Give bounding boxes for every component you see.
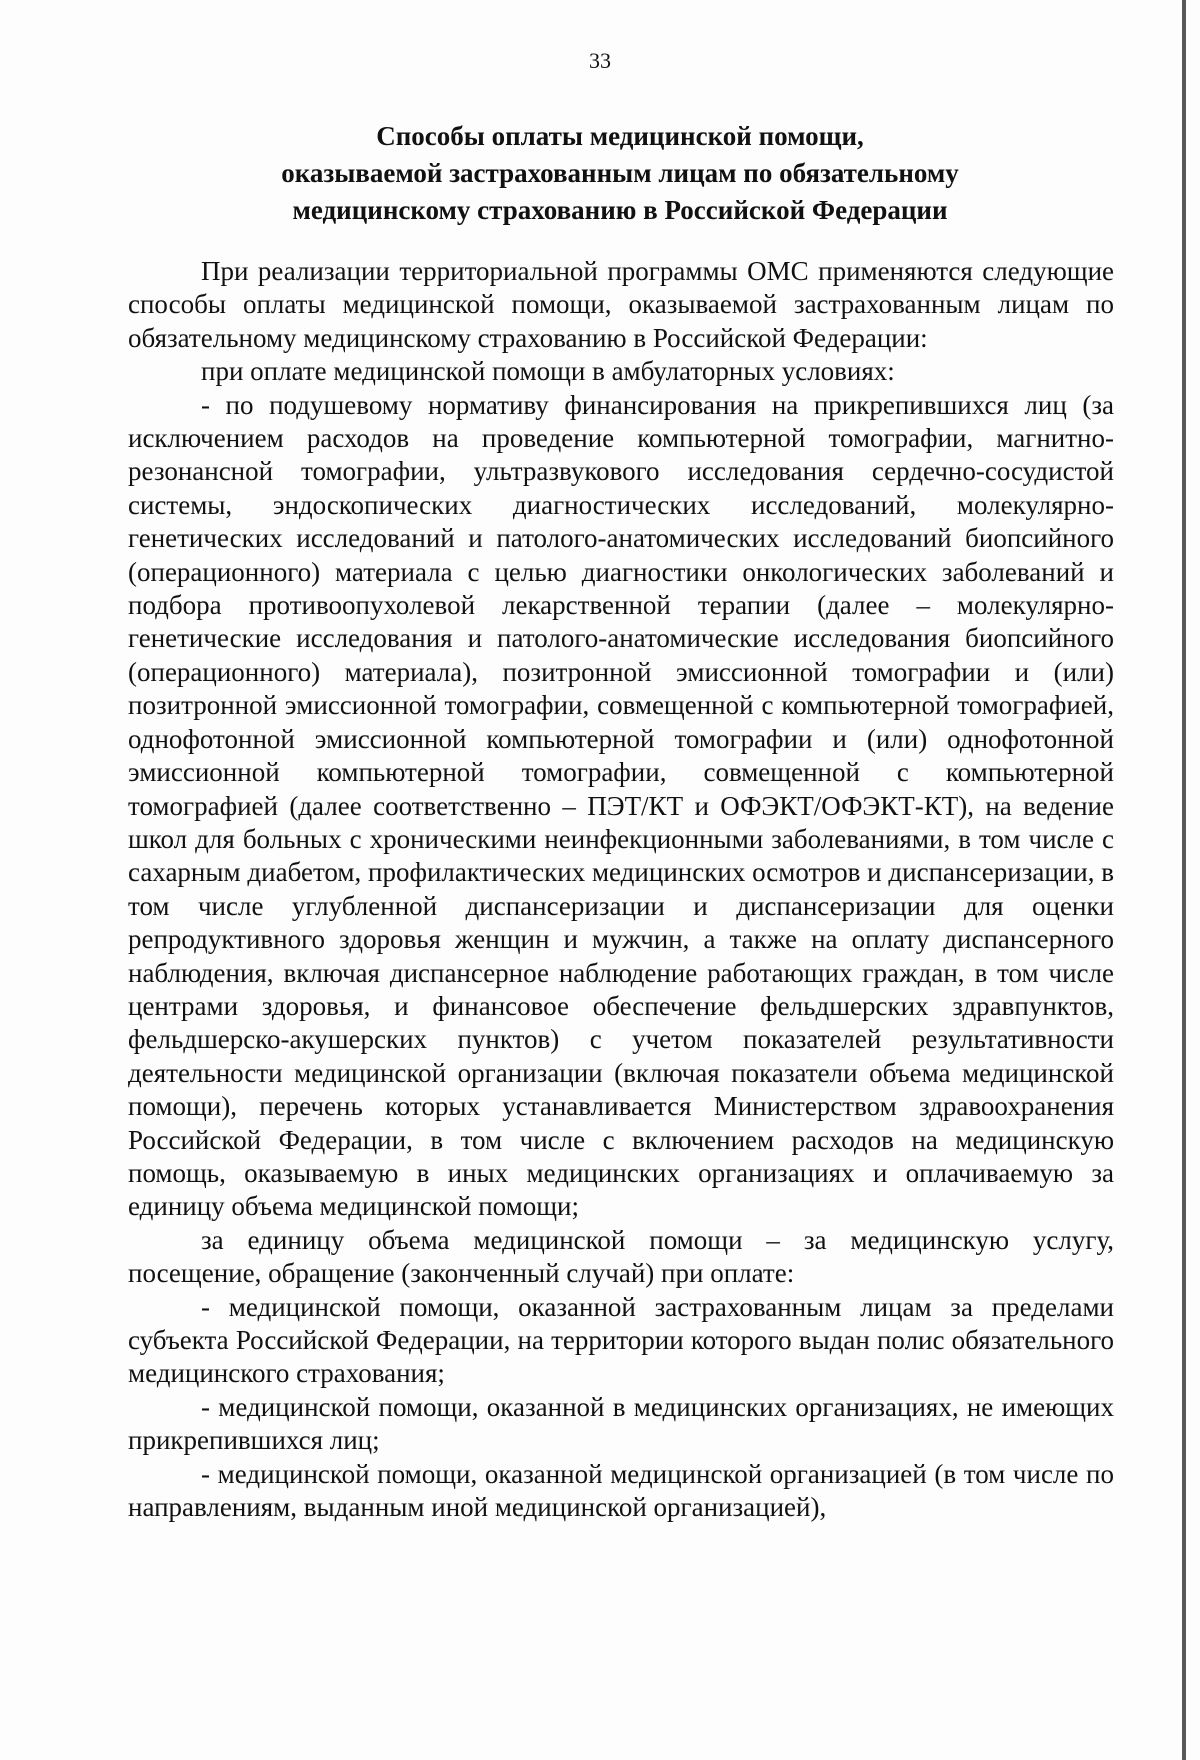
paragraph-unit-volume-heading: за единицу объема медицинской помощи – за медицинскую услугу, посещение, обращение (законченный случай) при оплате:	[128, 1224, 1114, 1289]
title-line-1: Способы оплаты медицинской помощи,	[376, 121, 864, 151]
paragraph-ambulatory-heading: при оплате медицинской помощи в амбулаторных условиях:	[201, 356, 895, 387]
scan-edge-line	[1182, 0, 1186, 1760]
page-number: 33	[589, 48, 611, 73]
paragraph-referral-item: - медицинской помощи, оказанной медицинской организацией (в том числе по направлениям, выданным иной медицинской организацией),	[128, 1458, 1114, 1523]
paragraph-intro: При реализации территориальной программы ОМС применяются следующие способы оплаты медицинской помощи, оказываемой застрахованным лицам по обязательному медицинскому страхованию в Российской Федерации:	[128, 256, 1114, 353]
document-title	[130, 118, 1110, 229]
paragraph-out-of-region-item: - медицинской помощи, оказанной застрахованным лицам за пределами субъекта Российской Федерации, на территории которого выдан полис обязательного медицинского страхования;	[128, 1291, 1114, 1389]
paragraph-per-capita-item: - по подушевому нормативу финансирования на прикрепившихся лиц (за исключением расходов на проведение компьютерной томографии, магнитно-резонансной томографии, ультразвукового исследования сердечно-сосудистой системы, эндоскопических диагностических исследований, молекулярно-генетических исследований и патолого-анатомических исследований биопсийного (операционного) материала с целью диагностики онкологических заболеваний и подбора противоопухолевой лекарственной терапии (далее – молекулярно-генетические исследования и патолого-анатомические исследования биопсийного (операционного) материала), позитронной эмиссионной томографии и (или) позитронной эмиссионной томографии, совмещенной с компьютерной томографией, однофотонной эмиссионной компьютерной томографии и (или) однофотонной эмиссионной компьютерной томографии, совмещенной с компьютерной томографией (далее соответственно – ПЭТ/КТ и ОФЭКТ/ОФЭКТ-КТ), на ведение школ для больных с хроническими неинфекционными заболеваниями, в том числе с сахарным диабетом, профилактических медицинских осмотров и диспансеризации, в том числе углубленной диспансеризации и диспансеризации для оценки репродуктивного здоровья женщин и мужчин, а также на оплату диспансерного наблюдения, включая диспансерное наблюдение работающих граждан, в том числе центрами здоровья, и финансовое обеспечение фельдшерских здравпунктов, фельдшерско-акушерских пунктов) с учетом показателей результативности деятельности медицинской организации (включая показатели объема медицинской помощи), перечень которых устанавливается Министерством здравоохранения Российской Федерации, в том числе с включением расходов на медицинскую помощь, оказываемую в иных медицинских организациях и оплачиваемую за единицу объема медицинской помощи;	[128, 389, 1114, 1222]
title-line-2: оказываемой застрахованным лицам по обязательному	[281, 158, 959, 188]
document-body	[128, 255, 1114, 1524]
paragraph-no-attached-item: - медицинской помощи, оказанной в медицинских организациях, не имеющих прикрепившихся лиц;	[128, 1391, 1114, 1456]
title-line-3: медицинскому страхованию в Российской Федерации	[292, 195, 948, 225]
